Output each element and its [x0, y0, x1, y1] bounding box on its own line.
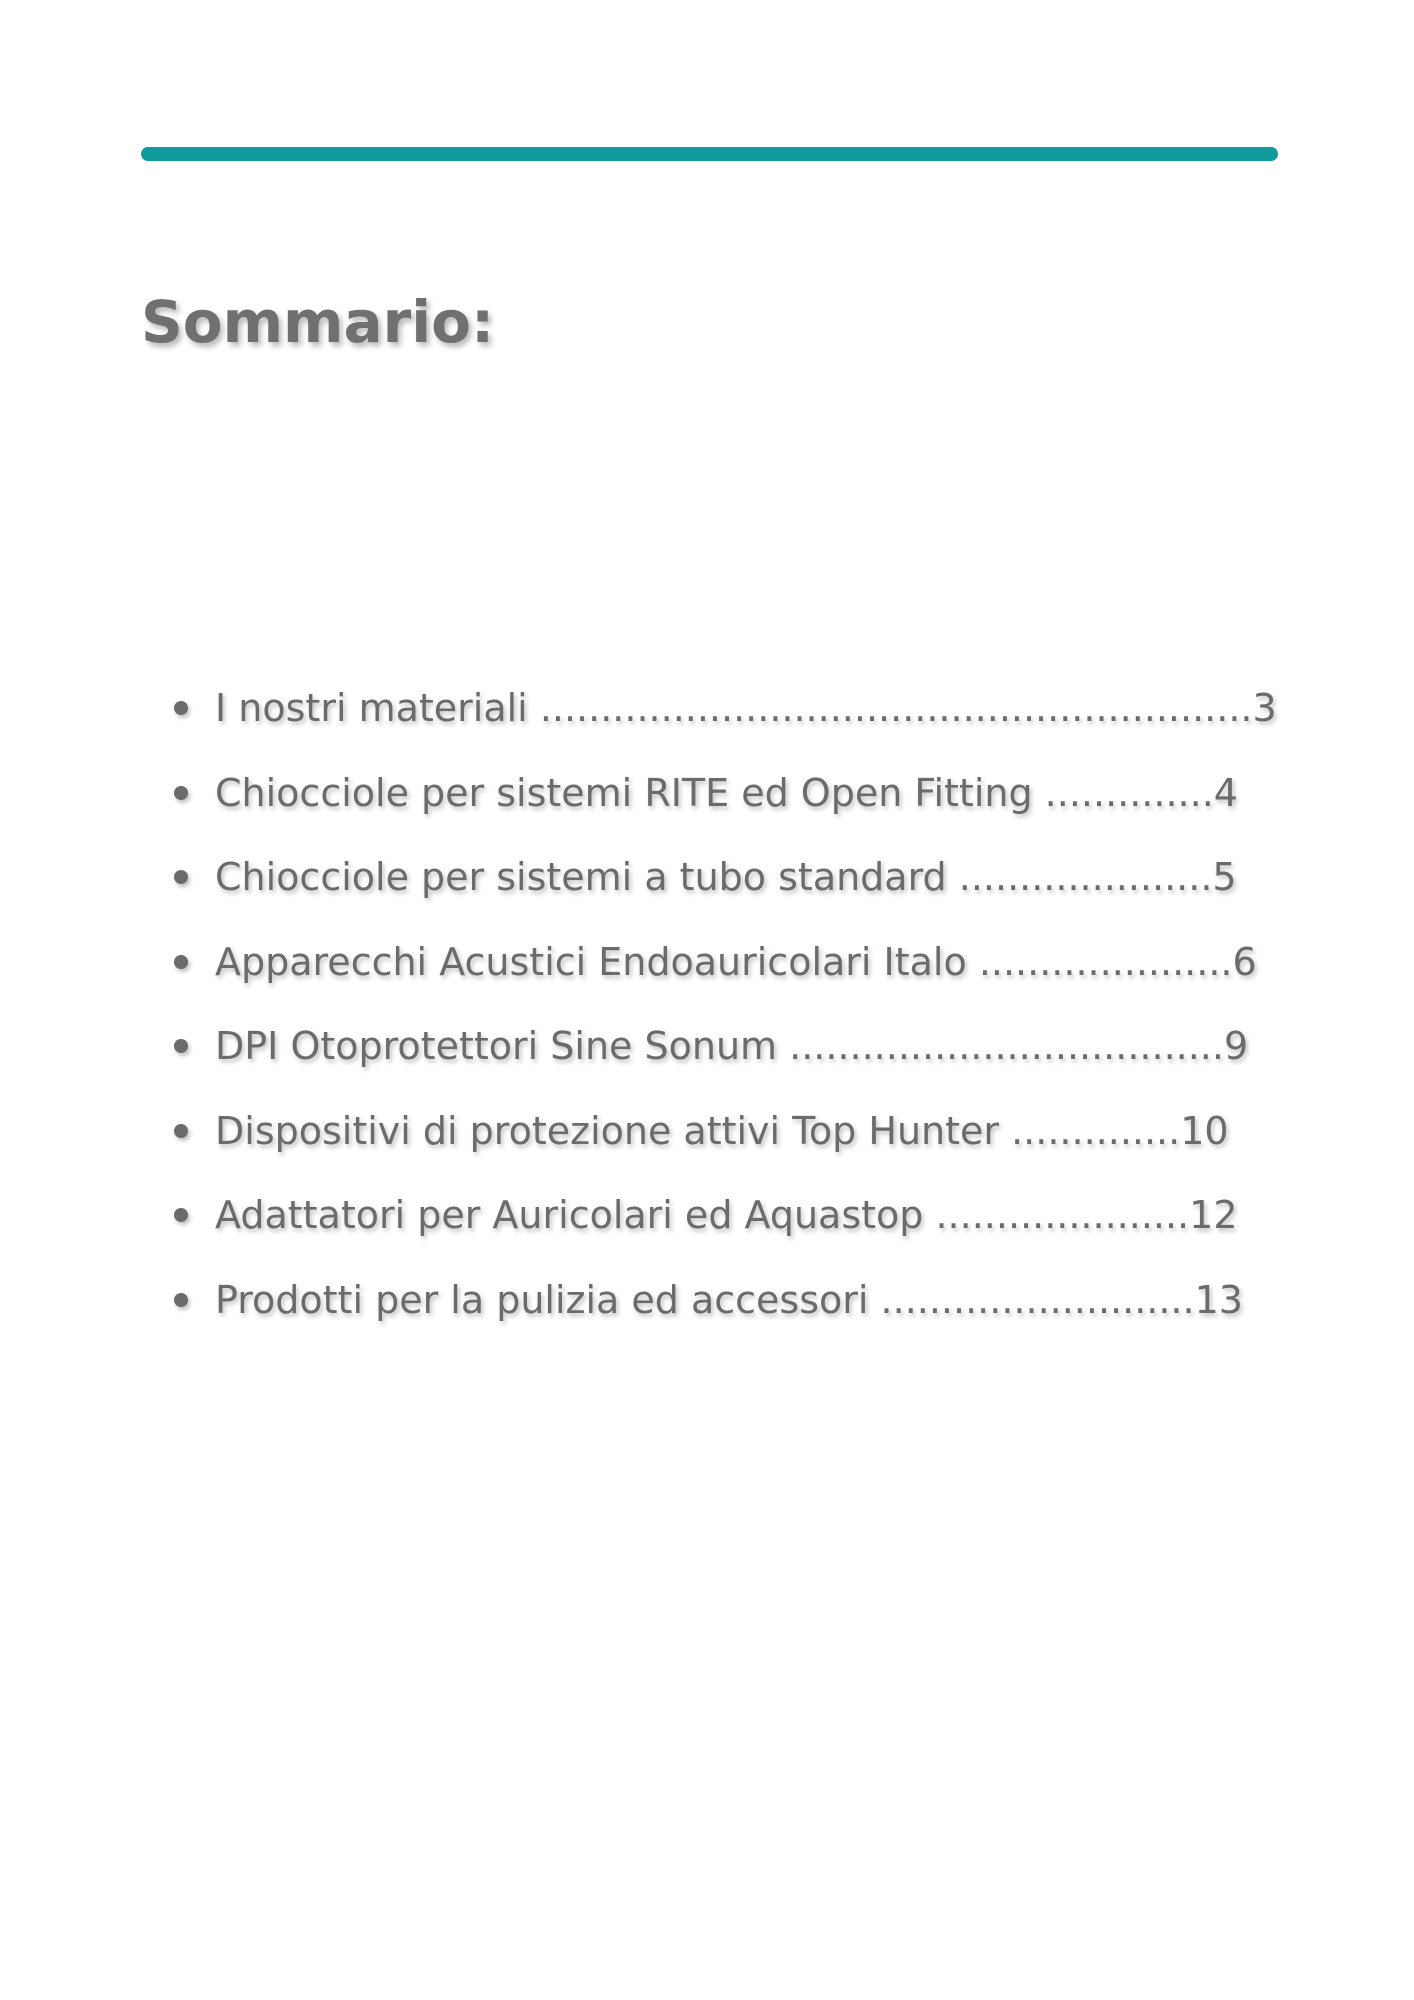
toc-item-text: DPI Otoprotettori Sine Sonum ....................................9 [215, 1024, 1249, 1068]
toc-item-text: Chiocciole per sistemi a tubo standard .....................5 [215, 855, 1237, 899]
toc-item [172, 751, 1282, 836]
bullet-icon [174, 870, 188, 884]
bullet-icon [174, 955, 188, 969]
top-accent-rule [141, 147, 1278, 161]
toc-item [172, 1173, 1282, 1258]
toc-item-text: Dispositivi di protezione attivi Top Hunter ..............10 [215, 1108, 1229, 1153]
bullet-icon [174, 786, 188, 800]
toc-item [172, 1089, 1282, 1174]
bullet-icon [174, 1293, 188, 1307]
toc-item [172, 666, 1282, 751]
toc-item [172, 920, 1282, 1005]
table-of-contents [172, 666, 1282, 1342]
toc-item [172, 1258, 1282, 1343]
toc-item [172, 1004, 1282, 1089]
page-title: Sommario: [141, 288, 495, 356]
toc-item [172, 835, 1282, 920]
toc-item-text: Adattatori per Auricolari ed Aquastop .....................12 [215, 1193, 1238, 1237]
toc-item-text: I nostri materiali ...........................................................3 [215, 686, 1277, 730]
toc-item-text: Chiocciole per sistemi RITE ed Open Fitting ..............4 [215, 770, 1238, 815]
toc-item-text: Prodotti per la pulizia ed accessori ..........................13 [215, 1277, 1243, 1322]
bullet-icon [174, 701, 188, 715]
toc-item-text: Apparecchi Acustici Endoauricolari Italo .....................6 [215, 939, 1257, 984]
bullet-icon [174, 1208, 188, 1222]
bullet-icon [174, 1039, 188, 1053]
bullet-icon [174, 1124, 188, 1138]
